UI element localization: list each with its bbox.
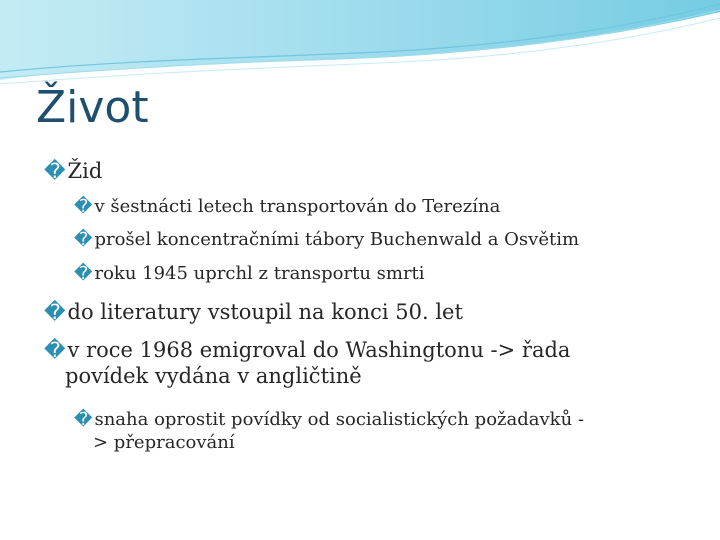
bullet-text: prošel koncentračními tábory Buchenwald a Osvětim bbox=[94, 229, 580, 250]
header-wave-decoration bbox=[0, 0, 720, 90]
replacement-char-icon: � bbox=[74, 263, 93, 284]
bullet-text: Žid bbox=[67, 159, 103, 183]
replacement-char-icon: � bbox=[74, 196, 93, 217]
bullet-text: do literatury vstoupil na konci 50. let bbox=[67, 300, 463, 324]
bullet-item bbox=[74, 263, 425, 286]
bullet-item bbox=[74, 229, 579, 252]
slide-title: Život bbox=[36, 82, 149, 133]
replacement-char-icon: � bbox=[44, 338, 66, 362]
bullet-item bbox=[74, 196, 500, 219]
bullet-item bbox=[44, 158, 102, 184]
replacement-char-icon: � bbox=[44, 159, 66, 183]
bullet-text-continuation: > přepracování bbox=[93, 431, 235, 453]
replacement-char-icon: � bbox=[74, 229, 93, 250]
bullet-item bbox=[74, 409, 584, 454]
bullet-item bbox=[44, 299, 463, 325]
bullet-text: v šestnácti letech transportován do Terezína bbox=[94, 196, 501, 217]
bullet-text: roku 1945 uprchl z transportu smrti bbox=[94, 263, 425, 284]
bullet-text: snaha oprostit povídky od socialistických požadavků - bbox=[94, 409, 584, 430]
bullet-item bbox=[44, 337, 570, 390]
replacement-char-icon: � bbox=[74, 409, 93, 430]
bullet-text-continuation: povídek vydána v angličtině bbox=[65, 364, 362, 389]
bullet-text: v roce 1968 emigroval do Washingtonu -> řada bbox=[67, 338, 571, 362]
replacement-char-icon: � bbox=[44, 300, 66, 324]
